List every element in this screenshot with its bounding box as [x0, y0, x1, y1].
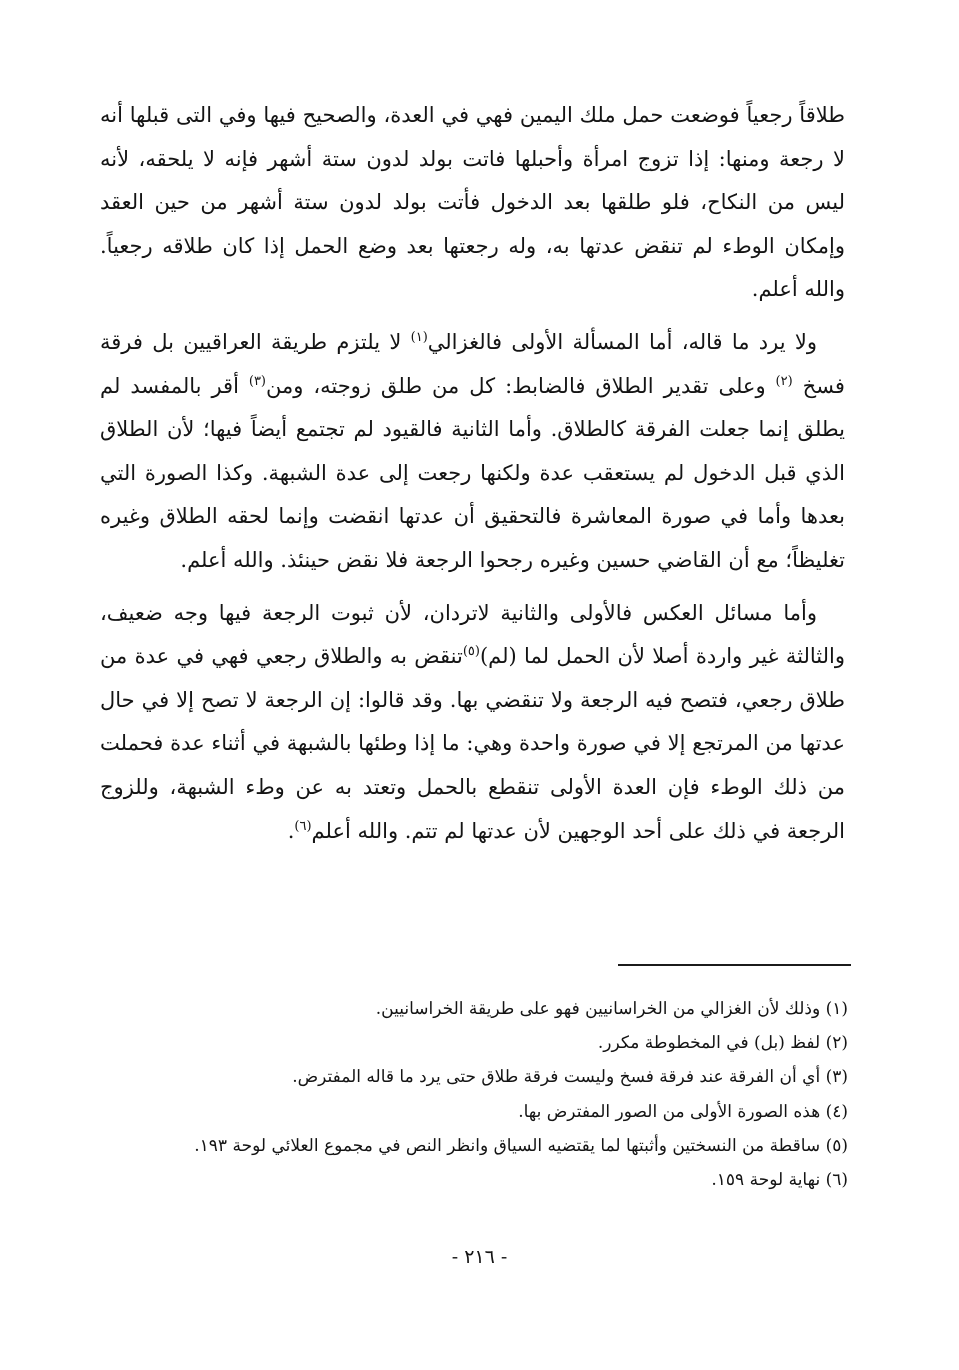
paragraph-2 [100, 321, 845, 583]
footnote-1: (١) وذلك لأن الغزالي من الخراسانيين فهو على طريقة الخراسانيين. [375, 999, 848, 1019]
footnote-ref-3[interactable]: (٣) [248, 373, 266, 389]
footnote-separator [618, 964, 851, 966]
text-segment: . [287, 818, 295, 843]
footnote-ref-6[interactable]: (٦) [294, 818, 312, 834]
paragraph-1 [100, 94, 845, 312]
footnote-6: (٦) نهاية لوحة ١٥٩. [711, 1170, 848, 1191]
footnote-3: (٣) أي أن الفرقة عند فرقة فسخ وليست فرقة طلاق حتى يرد ما قاله المفترض. [292, 1067, 848, 1088]
footnote-ref-5[interactable]: (٥) [462, 644, 480, 660]
text-segment: تنقض به والطلاق رجعي فهي في عدة من طلاق رجعي، فتصح فيه الرجعة ولا تنقضي بها. وقد قالوا: إن الرجعة لا تصح إلا في حال عدتها من المرتجع إلا في صورة واحدة وهي: ما إذا وطئها بالشبهة في أثناء عدة فحملت من ذلك الوطء فإن العدة الأولى تنقطع بالحمل وتعتد به عن وطء الشبهة، وللزوج الرجعة في ذلك على أحد الوجهين لأن عدتها لم تتم. والله أعلم [100, 644, 845, 843]
footnote-2: (٢) لفظ (بل) في المخطوطة مكرر. [597, 1033, 848, 1054]
text-segment: ولا يرد ما قاله، أما المسألة الأولى فالغزالي [427, 329, 817, 354]
footnote-ref-2[interactable]: (٢) [775, 373, 793, 389]
paragraph-3 [100, 592, 845, 854]
footnote-ref-1[interactable]: (١) [410, 329, 428, 345]
text-segment: وأما مسائل العكس فالأولى والثانية لاتردان، لأن ثبوت الرجعة فيها وجه ضعيف، والثالثة غير واردة أصلا لأن الحمل لما (لم) [100, 600, 845, 669]
main-text [100, 94, 845, 853]
footnote-5: (٥) ساقطة من النسختين وأثبتها لما يقتضيه السياق وانظر النص في مجموع العلائي لوحة ١٩٣. [194, 1135, 848, 1156]
text-segment: أقر بالمفسد لم يطلق إنما جعلت الفرقة كالطلاق. وأما الثانية فالقيود لم تجتمع أيضاً فيها؛ لأن الطلاق الذي قبل الدخول لم يستعقب عدة ولكنها رجعت إلى عدة الشبهة. وكذا الصورة التي بعدها وأما في صورة المعاشرة فالتحقيق أن عدتها انقضت وإنما لحقه الطلاق وغيره تغليظاً؛ مع أن القاضي حسين وغيره رجحوا الرجعة فلا نقض حينئذ. والله أعلم. [100, 373, 845, 572]
text-segment: لا يلتزم طريقة العراقيين بل فرقة فسخ [100, 329, 845, 398]
text-segment: طلاقاً رجعياً فوضعت حمل ملك اليمين فهي في العدة، والصحيح فيها وفي التى قبلها أنه لا رجعة ومنها: إذا تزوج امرأة وأحبلها فاتت بولد لدون ستة أشهر فإنه لا يلحقه، لأنه ليس من النكاح، فلو طلقها بعد الدخول فأتت بولد لدون ستة أشهر من حين العقد وإمكان الوطء لم تنقض عدتها به، وله رجعتها بعد وضع الحمل إذا كان طلاقه رجعياً. والله أعلم. [100, 103, 845, 302]
footnote-4: (٤) هذه الصورة الأولى من الصور المفترض بها. [518, 1101, 848, 1122]
text-segment: وعلى تقدير الطلاق فالضابط: كل من طلق زوجته، ومن [266, 373, 776, 398]
page-number: - ٢١٦ - [451, 1246, 508, 1268]
footnotes [100, 992, 848, 1197]
